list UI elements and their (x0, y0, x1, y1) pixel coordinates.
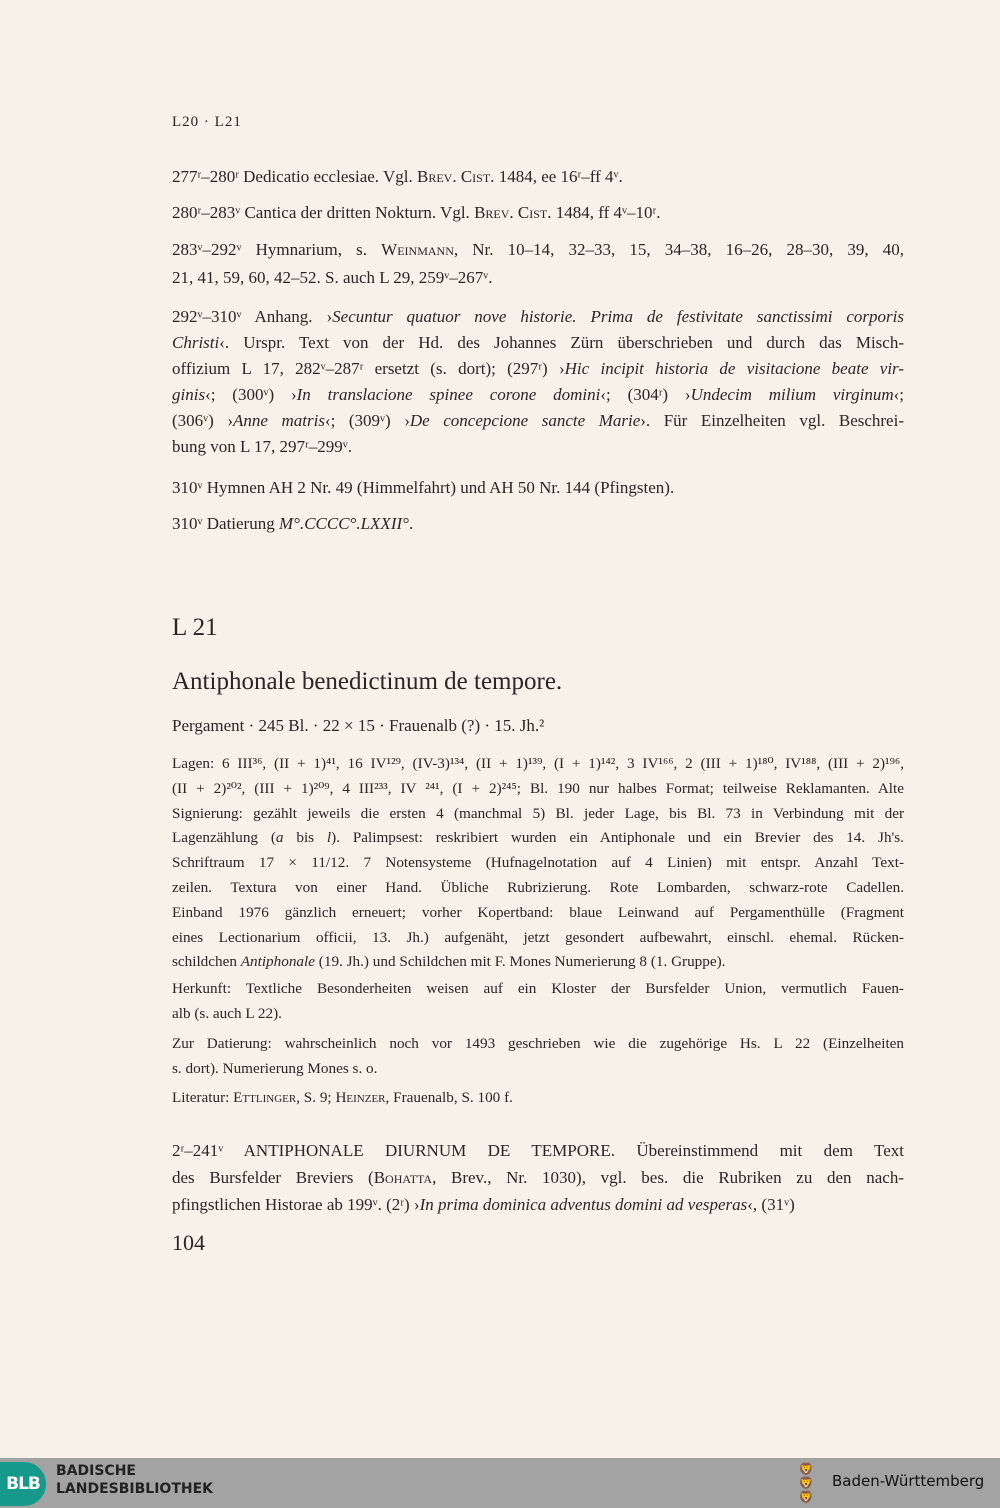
text-segment: Herkunft: Textliche Besonderheiten weisen auf ein Kloster der Bursfelder Union, vermutlich Fauen- (172, 980, 904, 997)
text-segment: M°.CCCC°.LXXII° (278, 514, 409, 533)
codicology-paragraph (172, 752, 904, 975)
blb-name-line2: LANDESBIBLIOTHEK (56, 1481, 214, 1497)
literatur-paragraph (172, 1085, 904, 1110)
text-segment: ‹; (893, 385, 904, 404)
text-segment: ). Palimpsest: reskribiert wurden ein Antiphonale und ein Brevier des 14. Jh's. (331, 829, 904, 847)
text-line (172, 1031, 904, 1056)
text-segment: ‹; (300ᵛ) › (205, 385, 297, 404)
text-segment: 104 (172, 1230, 205, 1255)
entry-datierung (172, 511, 904, 537)
text-segment: Christi (172, 333, 220, 352)
text-segment: 2ʳ–241ᵛ ANTIPHONALE DIURNUM DE TEMPORE. Übereinstimmend mit dem Text (172, 1141, 904, 1160)
text-line (172, 264, 904, 292)
text-segment: Hic incipit historia de visitacione beate vir- (564, 359, 904, 378)
text-segment: Schriftraum 17 × 11/12. 7 Notensysteme (Hufnagelnotation auf 4 Linien) mit entspr. Anzahl Text- (172, 854, 904, 872)
text-line (172, 713, 904, 739)
text-line (172, 382, 904, 408)
text-line (172, 950, 904, 975)
text-line (172, 1056, 904, 1081)
text-line (172, 164, 904, 190)
text-line (172, 777, 904, 802)
manuscript-summary (172, 713, 904, 739)
text-segment: ‹; (309ᵛ) › (324, 411, 410, 430)
text-line (172, 1230, 904, 1256)
page-number (172, 1230, 904, 1256)
text-line (172, 408, 904, 434)
text-segment: In prima dominica adventus domini ad vesperas (419, 1195, 748, 1214)
text-line (172, 876, 904, 901)
text-line (172, 614, 904, 642)
text-line (172, 356, 904, 382)
text-segment: (19. Jh.) und Schildchen mit F. Mones Numerierung 8 (1. Gruppe). (315, 953, 726, 971)
text-segment: Undecim milium virginum (690, 385, 894, 404)
text-segment: Brev. Cist. (474, 203, 552, 222)
text-segment: alb (s. auch L 22). (172, 1005, 282, 1022)
text-segment: s. dort). Numerierung Mones s. o. (172, 1060, 378, 1077)
text-segment: Antiphonale benedictinum de tempore. (172, 668, 563, 695)
text-segment: bis (283, 829, 327, 847)
text-line (172, 752, 904, 777)
text-line (172, 926, 904, 951)
text-segment: eines Lectionarium officii, 13. Jh.) aufgenäht, jetzt gesondert aufbewahrt, einschl. ehemal. Rücken- (172, 928, 904, 946)
text-line (172, 475, 904, 501)
text-segment: ‹; (304ʳ) › (600, 385, 691, 404)
text-segment: 277ʳ–280ʳ Dedicatio ecclesiae. Vgl. (172, 167, 417, 186)
text-segment: Heinzer (335, 1089, 386, 1106)
text-line (172, 668, 904, 696)
herkunft-paragraph (172, 976, 904, 1026)
text-segment: Signierung: gezählt jeweils die ersten 4 (manchmal 5) Bl. jeder Lage, bis Bl. 73 in Verbindung mit der (172, 804, 904, 822)
text-line (172, 802, 904, 827)
entry-anhang (172, 304, 904, 460)
text-segment: (II + 2)²⁰², (III + 1)²⁰⁹, 4 III²³³, IV ²⁴¹, (I + 2)²⁴⁵; Bl. 190 nur halbes Format; teilweise Reklamanten. Alte (172, 779, 904, 797)
text-line (172, 511, 904, 537)
text-segment: des Bursfelder Breviers ( (172, 1168, 374, 1187)
text-segment: 280ʳ–283ᵛ Cantica der dritten Nokturn. Vgl. (172, 203, 475, 222)
text-segment: (306ᵛ) › (172, 411, 234, 430)
text-line (172, 304, 904, 330)
datierung-paragraph (172, 1031, 904, 1081)
text-segment: ginis (172, 385, 206, 404)
text-segment: ›. Für Einzelheiten vgl. Beschrei- (640, 411, 904, 430)
text-line (172, 330, 904, 356)
text-segment: schildchen (172, 953, 241, 971)
text-segment: ‹, (31ᵛ) (747, 1195, 795, 1214)
text-line (172, 1164, 904, 1191)
running-head (172, 114, 904, 131)
entry-cantica (172, 200, 904, 226)
text-segment: . (408, 514, 414, 533)
text-segment: Secuntur quatuor nove historie. Prima de festivitate sanctissimi corporis (332, 307, 904, 326)
text-segment: 1484, ff 4ᵛ–10ʳ. (551, 203, 661, 222)
text-segment: Einband 1976 gänzlich erneuert; vorher Kopertband: blaue Leinwand auf Pergamenthülle (Fragment (172, 903, 904, 921)
text-segment: 21, 41, 59, 60, 42–52. S. auch L 29, 259ᵛ–267ᵛ. (172, 268, 493, 287)
manuscript-title (172, 668, 904, 696)
entry-hymnarium (172, 236, 904, 292)
text-line (172, 236, 904, 264)
text-segment: , Frauenalb, S. 100 f. (385, 1089, 513, 1106)
text-segment: Brev. Cist. (417, 167, 495, 186)
entry-dedicatio (172, 164, 904, 190)
text-segment: Literatur: (172, 1089, 234, 1106)
text-line (172, 1137, 904, 1164)
entry-antiphonale (172, 1137, 904, 1218)
text-line (172, 434, 904, 460)
text-segment: bung von L 17, 297ʳ–299ᵛ. (172, 437, 352, 456)
text-segment: Weinmann (381, 240, 454, 259)
text-segment: pfingstlichen Historae ab 199ᵛ. (2ʳ) › (172, 1195, 420, 1214)
text-segment: , Nr. 10–14, 32–33, 15, 34–38, 16–26, 28–30, 39, 40, (453, 240, 904, 259)
text-segment: offizium L 17, 282ᵛ–287ʳ ersetzt (s. dort); (297ʳ) › (172, 359, 565, 378)
text-segment: Ettlinger (233, 1089, 297, 1106)
text-line (172, 901, 904, 926)
text-segment: zeilen. Textura von einer Hand. Übliche Rubrizierung. Rote Lombarden, schwarz-rote Cadellen. (172, 878, 904, 896)
text-segment: 1484, ee 16ʳ–ff 4ᵛ. (494, 167, 623, 186)
footer-bar (0, 1458, 1000, 1508)
text-segment: 283ᵛ–292ᵛ Hymnarium, s. (172, 240, 382, 259)
running-head-text: L20 · L21 (172, 114, 242, 130)
text-line (172, 1001, 904, 1026)
text-segment: In translacione spinee corone domini (296, 385, 601, 404)
text-segment: De concepcione sancte Marie (409, 411, 641, 430)
text-segment: Zur Datierung: wahrscheinlich noch vor 1493 geschrieben wie die zugehörige Hs. L 22 (Einzelheiten (172, 1035, 904, 1052)
text-line (172, 976, 904, 1001)
text-line (172, 200, 904, 226)
text-segment: , Brev., Nr. 1030), vgl. bes. die Rubriken zu den nach- (432, 1168, 904, 1187)
text-line (172, 1085, 904, 1110)
blb-logo[interactable]: BLB (0, 1462, 46, 1506)
text-segment: Lagenzählung ( (172, 829, 276, 847)
blb-name[interactable] (56, 1462, 213, 1498)
text-line (172, 1191, 904, 1218)
text-segment: , S. 9; (296, 1089, 336, 1106)
text-segment: 310ᵛ Hymnen AH 2 Nr. 49 (Himmelfahrt) und AH 50 Nr. 144 (Pfingsten). (172, 478, 675, 497)
text-segment: Anne matris (233, 411, 325, 430)
text-segment: 310ᵛ Datierung (172, 514, 279, 533)
text-segment: ‹. Urspr. Text von der Hd. des Johannes Zürn überschrieben und durch das Misch- (219, 333, 904, 352)
text-line (172, 826, 904, 851)
text-segment: Bohatta (373, 1168, 433, 1187)
text-segment: a (275, 829, 284, 847)
bw-name[interactable]: Baden-Württemberg (832, 1472, 985, 1490)
text-segment: L 21 (172, 614, 218, 641)
entry-hymnen (172, 475, 904, 501)
text-segment: l (326, 829, 332, 847)
text-line (172, 851, 904, 876)
text-segment: Lagen: 6 III³⁶, (II + 1)⁴¹, 16 IV¹²⁹, (IV-3)¹³⁴, (II + 1)¹³⁹, (I + 1)¹⁴², 3 IV¹⁶⁶, 2 (III + 1)¹⁸⁰, IV¹⁸⁸, (III + 2)¹⁹⁶, (172, 755, 904, 772)
manuscript-number (172, 614, 904, 642)
text-segment: Antiphonale (240, 953, 315, 971)
text-segment: Pergament · 245 Bl. · 22 × 15 · Frauenalb (?) · 15. Jh.² (172, 716, 545, 735)
text-segment: 292ᵛ–310ᵛ Anhang. › (172, 307, 333, 326)
three-lions-icon: 🦁 🦁 🦁 (798, 1462, 814, 1504)
blb-name-line1: BADISCHE (56, 1463, 136, 1479)
